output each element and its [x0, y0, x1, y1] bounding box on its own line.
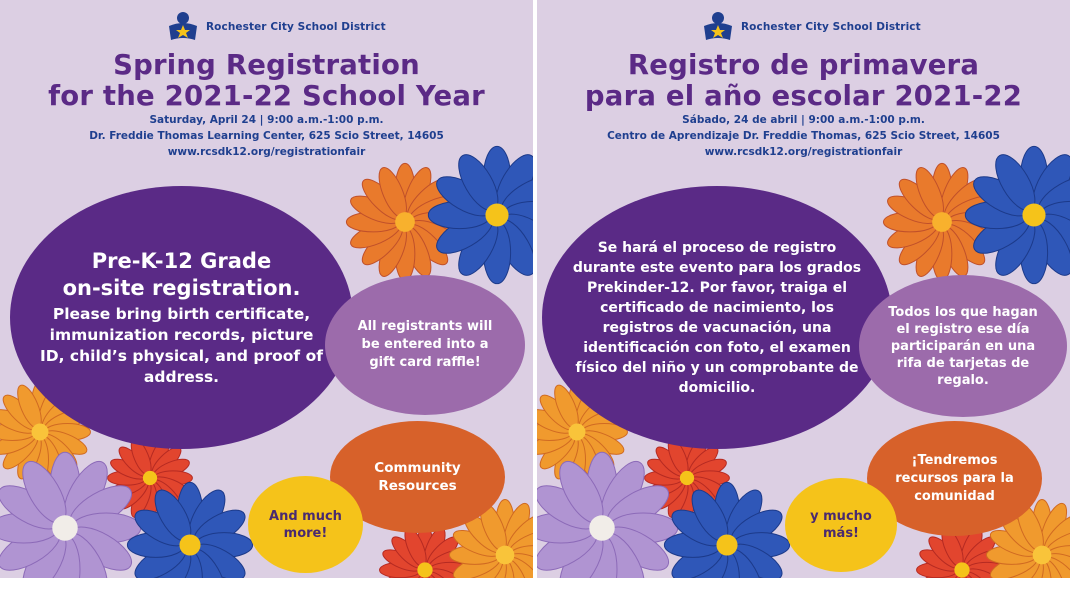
event-location: Centro de Aprendizaje Dr. Freddie Thomas, 625 Scio Street, 14605: [607, 130, 1000, 142]
flower-center: [395, 212, 415, 232]
community-resources-text: Community Resources: [374, 460, 461, 494]
main-body-text: Please bring birth certificate, immunization records, picture ID, child’s physical, and proof of address.: [40, 304, 323, 386]
flower-center: [1022, 203, 1045, 226]
raffle-circle: [859, 275, 1067, 417]
event-date: Saturday, April 24 | 9:00 a.m.-1:00 p.m.: [149, 114, 384, 126]
much-more-text: And much more!: [269, 508, 342, 541]
event-date: Sábado, 24 de abril | 9:00 a.m.-1:00 p.m.: [682, 114, 925, 126]
raffle-circle: [325, 275, 525, 415]
raffle-text: Todos los que hagan el registro ese día participarán en una rifa de tarjetas de regalo.: [888, 304, 1038, 388]
district-name: Rochester City School District: [741, 21, 921, 33]
school-district-logo-icon: [701, 10, 735, 44]
raffle-text: All registrants will be entered into a gift card raffle!: [357, 319, 493, 370]
community-resources-text: ¡Tendremos recursos para la comunidad: [895, 452, 1014, 504]
much-more-circle: [785, 478, 897, 572]
district-logo: [166, 10, 386, 44]
main-heading-line-1: Pre-K-12 Grade: [91, 248, 272, 273]
registration-info-circle: [10, 186, 353, 449]
main-body-text: Se hará el proceso de registro durante este evento para los grados Prekinder-12. Por favor, traiga el certificado de nacimiento, los registros de vacunación, una identificación con foto, el examen físico del niño y un comprobante de domicilio.: [572, 239, 862, 396]
flower-center: [32, 424, 49, 441]
flower-center: [716, 534, 737, 555]
flower-center: [179, 534, 200, 555]
flower-center: [680, 471, 694, 485]
district-logo: [701, 10, 921, 44]
flower-center: [589, 515, 615, 541]
flower-center: [1033, 546, 1052, 565]
main-heading-line-2: on-site registration.: [62, 275, 301, 300]
much-more-text: y mucho más!: [810, 509, 872, 541]
flower-center: [143, 471, 157, 485]
flower-center: [417, 562, 432, 577]
event-location: Dr. Freddie Thomas Learning Center, 625 Scio Street, 14605: [89, 130, 444, 142]
registration-info-circle: [542, 186, 892, 449]
school-district-logo-icon: [166, 10, 200, 44]
flower-center: [496, 546, 515, 565]
title-line-2: for the 2021-22 School Year: [48, 80, 485, 112]
flower-center: [569, 424, 586, 441]
flower-center: [52, 515, 78, 541]
spanish-flyer: [537, 0, 1070, 578]
title-line-1: Spring Registration: [113, 49, 420, 81]
flower-center: [485, 203, 508, 226]
event-url: www.rcsdk12.org/registrationfair: [167, 146, 366, 158]
much-more-circle: [248, 476, 363, 573]
district-name: Rochester City School District: [206, 21, 386, 33]
flower-center: [932, 212, 952, 232]
event-url: www.rcsdk12.org/registrationfair: [704, 146, 903, 158]
title-line-2: para el año escolar 2021-22: [584, 80, 1023, 112]
title-line-1: Registro de primavera: [627, 49, 980, 81]
english-flyer: [0, 0, 533, 578]
flower-center: [954, 562, 969, 577]
